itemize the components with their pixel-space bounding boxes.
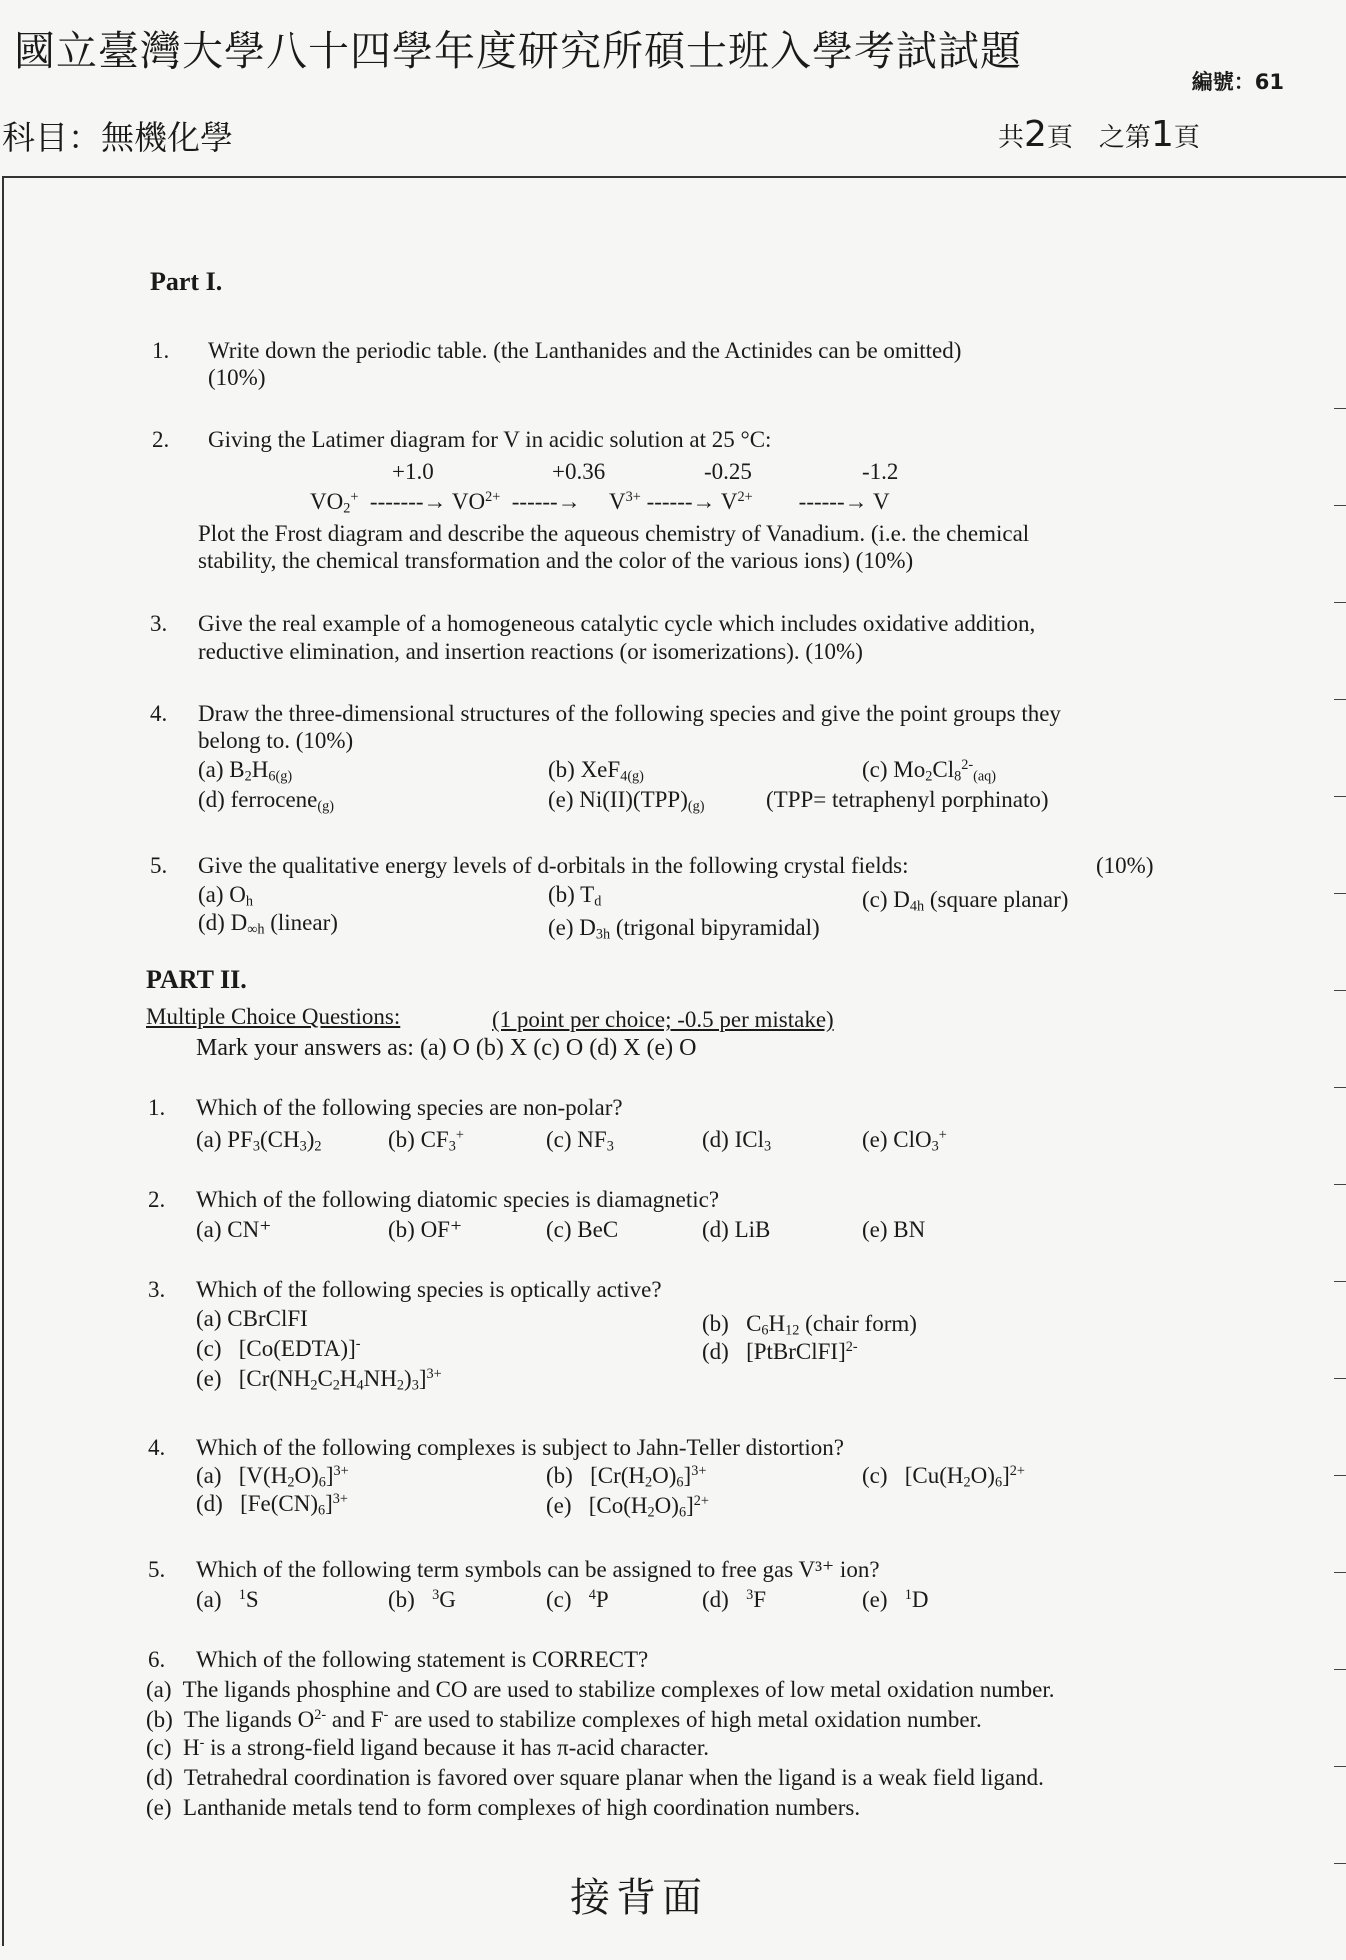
p1-q5-c: (c) $D_{4h}$ (square planar)	[862, 887, 1069, 915]
p2-q3-c: (c) [Co(EDTA)]-	[196, 1336, 361, 1361]
mc-rule: (1 point per choice; -0.5 per mistake)	[492, 1007, 834, 1032]
p1-q4-e: (e) $Ni(II)(TPP)_{(g)}$	[548, 787, 705, 815]
p2-q6-b: (b) The ligands $O^{2-}$ and F- are used to stabilize complexes of high metal oxidation number.	[146, 1707, 982, 1732]
p2-q3-b: (b) $C_6H_{12}$ (chair form)	[702, 1311, 917, 1339]
pages-suffix: 頁	[1173, 123, 1200, 153]
p2-q4-d: (d) $[Fe(CN)_6]^{3+}$	[196, 1491, 348, 1519]
p1-q4-line1: Draw the three-dimensional structures of the following species and give the point groups they	[198, 701, 1061, 726]
p2-q5-text: Which of the following term symbols can be assigned to free gas V³⁺ ion?	[196, 1557, 880, 1582]
p2-q6-d: (d) Tetrahedral coordination is favored over square planar when the ligand is a weak field ligand.	[146, 1765, 1044, 1790]
page-current: 1	[1150, 114, 1174, 155]
margin-ticks	[1334, 408, 1346, 1960]
p1-q4-c: (c) $Mo_2Cl_8^{2-}_{(aq)}$	[862, 757, 997, 785]
p1-q5-text: Give the qualitative energy levels of d-orbitals in the following crystal fields:	[198, 853, 909, 878]
mark-instructions: Mark your answers as: (a) O (b) X (c) O (d) X (e) O	[196, 1035, 697, 1061]
p1-q2-line3: Plot the Frost diagram and describe the aqueous chemistry of Vanadium. (i.e. the chemical	[198, 521, 1030, 546]
p1-q3-line1: Give the real example of a homogeneous catalytic cycle which includes oxidative addition,	[198, 611, 1036, 636]
continue-overleaf: 接背面	[570, 1875, 708, 1921]
p1-q2-line4: stability, the chemical transformation and the color of the various ions) (10%)	[198, 548, 914, 573]
p1-q4-num: 4.	[150, 701, 168, 726]
p2-q6-e: (e) Lanthanide metals tend to form complexes of high coordination numbers.	[146, 1795, 861, 1820]
p1-q3-num: 3.	[150, 611, 168, 636]
subject-label: 科目：無機化學	[2, 118, 233, 157]
p1-q3-line2: reductive elimination, and insertion reactions (or isomerizations). (10%)	[198, 639, 863, 664]
pages-prefix: 共	[998, 123, 1025, 153]
p1-q2-text: Giving the Latimer diagram for V in acidic solution at 25 °C:	[208, 427, 772, 452]
p1-q4-b: (b) XeF$_{4(g)}$	[548, 757, 644, 785]
exam-code: 編號：61	[1191, 70, 1284, 94]
p2-q5-num: 5.	[148, 1557, 166, 1582]
p1-q5-d: (d) $D_{\infty h}$ (linear)	[198, 910, 338, 938]
p1-q5-pct: (10%)	[1096, 853, 1154, 878]
p2-q1-text: Which of the following species are non-polar?	[196, 1095, 623, 1120]
p2-q5-b: (b) $^3$G	[388, 1587, 456, 1612]
p2-q5-e: (e) $^1$D	[862, 1587, 929, 1612]
p2-q2-text: Which of the following diatomic species is diamagnetic?	[196, 1187, 720, 1212]
p2-q3-a: (a) CBrClFI	[196, 1306, 308, 1331]
p2-q1-a: (a) $PF_3(CH_3)_2$	[196, 1127, 322, 1155]
p1-q1-text: Write down the periodic table. (the Lanthanides and the Actinides can be omitted)	[208, 338, 962, 363]
mc-title: Multiple Choice Questions:	[146, 1004, 401, 1029]
p2-q3-e: (e) $[Cr(NH_2C_2H_4NH_2)_3]^{3+}$	[196, 1366, 442, 1394]
p2-q4-num: 4.	[148, 1435, 166, 1460]
p1-q4-tpp-note: (TPP= tetraphenyl porphinato)	[766, 787, 1049, 812]
p1-q5-b: (b) $T_d$	[548, 882, 602, 910]
p1-q5-num: 5.	[150, 853, 168, 878]
p2-q2-a: (a) CN⁺	[196, 1217, 272, 1242]
p2-q3-d: (d) [PtBrClFI]$^{2-}$	[702, 1339, 858, 1364]
p2-q3-text: Which of the following species is optically active?	[196, 1277, 662, 1302]
p2-q4-c: (c) $[Cu(H_2O)_6]^{2+}$	[862, 1463, 1025, 1491]
p2-q1-b: (b) $CF_3^+$	[388, 1127, 464, 1155]
p2-q6-a: (a) The ligands phosphine and CO are used to stabilize complexes of low metal oxidation number.	[146, 1677, 1055, 1702]
p1-q4-d: (d) ferrocene$_{(g)}$	[198, 787, 335, 815]
p2-q6-c: (c) H- is a strong-field ligand because it has π-acid character.	[146, 1735, 710, 1760]
p1-q1-num: 1.	[152, 338, 170, 363]
latimer-potential-3: -0.25	[704, 459, 752, 484]
p2-q1-e: (e) ClO$_3$+	[862, 1127, 947, 1155]
p2-q2-e: (e) BN	[862, 1217, 926, 1242]
part2-heading: PART II.	[146, 965, 247, 994]
exam-title: 國立臺灣大學八十四學年度研究所碩士班入學考試試題	[14, 27, 1022, 75]
p2-q2-c: (c) BeC	[546, 1217, 619, 1242]
p2-q1-d: (d) ICl$_3$	[702, 1127, 772, 1155]
p1-q2-num: 2.	[152, 427, 170, 452]
p2-q4-b: (b) $[Cr(H_2O)_6]^{3+}$	[546, 1463, 707, 1491]
p1-q1-pct: (10%)	[208, 365, 266, 390]
latimer-potential-4: -1.2	[862, 459, 899, 484]
latimer-potential-1: +1.0	[392, 459, 434, 484]
p2-q4-text: Which of the following complexes is subject to Jahn-Teller distortion?	[196, 1435, 844, 1460]
p2-q1-c: (c) $NF_3$	[546, 1127, 614, 1155]
p2-q2-b: (b) OF⁺	[388, 1217, 463, 1242]
latimer-potential-2: +0.36	[552, 459, 606, 484]
p2-q6-text: Which of the following statement is CORRECT?	[196, 1647, 649, 1672]
pages-total: 2	[1024, 114, 1047, 155]
p2-q2-d: (d) LiB	[702, 1217, 771, 1242]
pages-mid: 頁 之第	[1046, 123, 1151, 153]
p2-q5-d: (d) $^3$F	[702, 1587, 766, 1612]
p2-q5-c: (c) $^4$P	[546, 1587, 609, 1612]
part1-heading: Part I.	[150, 267, 223, 296]
p2-q6-num: 6.	[148, 1647, 166, 1672]
p1-q5-a: (a) $O_h$	[198, 882, 254, 910]
page-indicator	[998, 114, 1200, 155]
p1-q4-line2: belong to. (10%)	[198, 728, 354, 753]
p2-q5-a: (a) $^1$S	[196, 1587, 259, 1612]
p2-q1-num: 1.	[148, 1095, 166, 1120]
latimer-diagram: $VO_2^+$ -------→ $VO^{2+}$ ------→ $V^{3+}$ ------→ $V^{2+}$ ------→ V	[310, 489, 890, 517]
p2-q3-num: 3.	[148, 1277, 166, 1302]
p2-q2-num: 2.	[148, 1187, 166, 1212]
p2-q4-e: (e) $[Co(H_2O)_6]^{2+}$	[546, 1493, 709, 1521]
p1-q5-e: (e) $D_{3h}$ (trigonal bipyramidal)	[548, 915, 820, 943]
p1-q4-a: (a) $B_2H_{6(g)}$	[198, 757, 293, 785]
p2-q4-a: (a) $[V(H_2O)_6]^{3+}$	[196, 1463, 349, 1491]
